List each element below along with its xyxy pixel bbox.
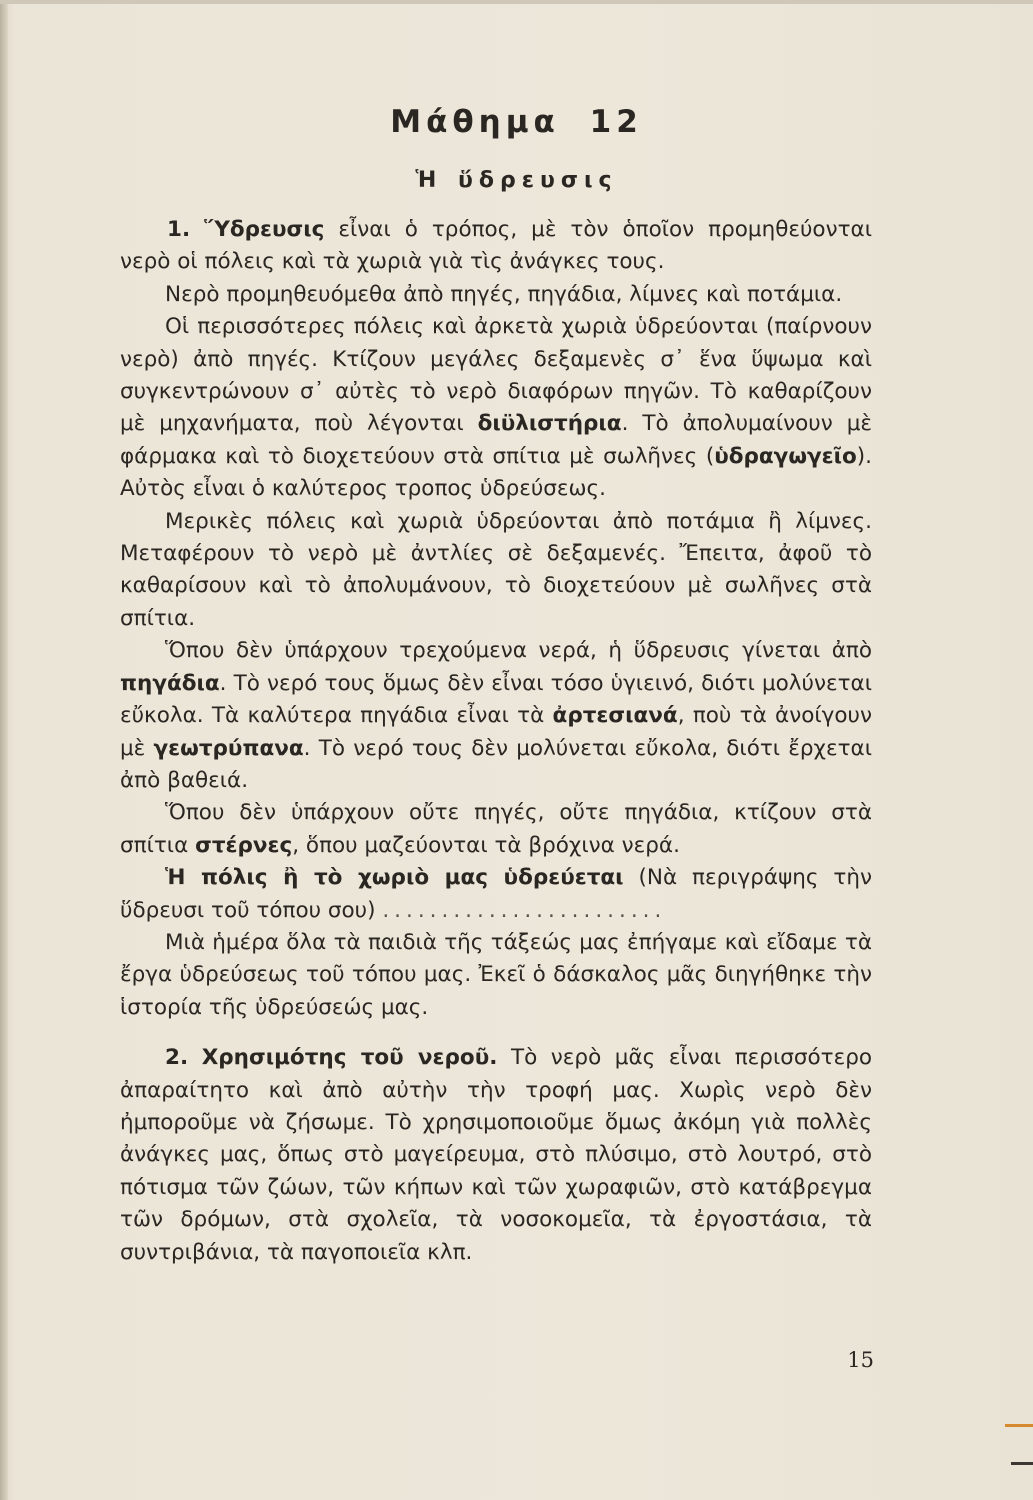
paragraph-cisterns: [120, 797, 872, 862]
paragraph-sources: Νερὸ προμηθευόμεθα ἀπὸ πηγές, πηγάδια, λίμνες καὶ ποτάμια.: [165, 281, 843, 307]
springs-text-3: ). Αὐτὸς εἶναι ὁ καλύτερος τροπος ὑδρεύσεως.: [120, 443, 872, 502]
binding-edge: [0, 0, 8, 1500]
section-title-word: ὕδρευσις: [458, 168, 618, 193]
section-1-number: 1.: [167, 217, 191, 242]
paragraph-wells: [120, 635, 872, 797]
term-aqueduct: ὑδραγωγεῖο: [714, 443, 857, 469]
page-top-edge: [0, 0, 1033, 4]
edge-mark-orange: [1005, 1424, 1033, 1427]
usefulness-text: Τὸ νερὸ μᾶς εἶναι περισσότερο ἀπαραίτητο καὶ ἀπὸ αὐτὴν τὴν τροφή μας. Χωρὶς νερὸ δὲν ἠμποροῦμε νὰ ζήσωμε. Τὸ χρησιμοποιοῦμε ὅμως ἀκόμη γιὰ πολλὲς ἀνάγκες μας, ὅπως στὸ μαγείρευμα, στὸ πλύσιμο, στὸ λουτρό, στὸ πότισμα τῶν ζώων, τῶν κήπων καὶ τῶν χωραφιῶν, στὸ κατάβρεγμα τῶν δρόμων, στὰ σχολεῖα, τὰ νοσοκομεῖα, τὰ ἐργοστάσια, τὰ συντριβάνια, τὰ παγοποιεῖα κλπ.: [120, 1045, 872, 1265]
paragraph-definition: [120, 214, 872, 279]
wells-text-1: Ὅπου δὲν ὑπάρχουν τρεχούμενα νερά, ἡ ὕδρευσις γίνεται ἀπὸ: [165, 638, 872, 664]
term-artesian: ἀρτεσιανά: [552, 703, 678, 729]
term-ydreusis: Ὕδρευσις: [204, 217, 325, 242]
section-2-number: 2.: [165, 1045, 189, 1071]
definition-text: εἶναι ὁ τρόπος, μὲ τὸν ὁποῖον προμηθεύονται νερὸ οἱ πόλεις καὶ τὰ χωριὰ γιὰ τὶς ἀνάγκες τους.: [120, 217, 872, 275]
section-2-heading: Χρησιμότης τοῦ νεροῦ.: [201, 1045, 498, 1071]
wells-text-2: . Τὸ νερό τους ὅμως δὲν εἶναι τόσο ὑγιεινό, διότι μολύνεται εὔκολα. Τὰ καλύτερα πηγάδια εἶναι τὰ: [120, 670, 872, 729]
term-cisterns: στέρνες: [195, 832, 293, 858]
cisterns-text-1: Ὅπου δὲν ὑπάρχουν οὔτε πηγές, οὔτε πηγάδια, κτίζουν στὰ σπίτια: [120, 800, 872, 858]
wells-text-4: . Τὸ νερό τους δὲν μολύνεται εὔκολα, διότι ἔρχεται ἀπὸ βαθειά.: [120, 735, 872, 793]
section-title: [0, 168, 1033, 193]
wells-text-3: , ποὺ τὰ ἀνοίγουν μὲ: [120, 703, 872, 761]
springs-text-2: . Τὸ ἀπολυμαίνουν μὲ φάρμακα καὶ τὸ διοχετεύουν στὰ σπίτια μὲ σωλῆνες (: [120, 411, 872, 469]
cisterns-text-2: , ὅπου μαζεύονται τὰ βρόχινα νερά.: [292, 832, 680, 858]
paragraph-springs: [120, 311, 872, 505]
paragraph-rivers: Μερικὲς πόλεις καὶ χωριὰ ὑδρεύονται ἀπὸ ποτάμια ἢ λίμνες. Μεταφέρουν τὸ νερὸ μὲ ἀντλίες σὲ δεξαμενές. Ἔπειτα, ἀφοῦ τὸ καθαρίσουν καὶ τὸ ἀπολυμάνουν, τὸ διοχετεύουν μὲ σωλῆνες στὰ σπίτια.: [120, 508, 872, 631]
lesson-title: Μάθημα 12: [390, 104, 643, 140]
exercise-heading: Ἡ πόλις ἢ τὸ χωριὸ μας ὑδρεύεται: [165, 865, 624, 891]
lesson-body: [120, 214, 872, 1269]
term-filters: διϋλιστήρια: [477, 411, 622, 437]
exercise-instruction: (Νὰ περιγράψης τὴν ὕδρευσι τοῦ τόπου σου): [120, 865, 872, 923]
edge-mark-dark: [1011, 1462, 1033, 1465]
paragraph-visit: Μιὰ ἡμέρα ὅλα τὰ παιδιὰ τῆς τάξεώς μας ἐπήγαμε καὶ εἴδαμε τὰ ἔργα ὑδρεύσεως τοῦ τόπου μας. Ἐκεῖ ὁ δάσκαλος μᾶς διηγήθηκε τὴν ἱστορία τῆς ὑδρεύσεώς μας.: [120, 929, 872, 1020]
exercise-fill-dots: ........................: [382, 897, 667, 923]
term-wells: πηγάδια: [120, 670, 220, 696]
springs-text-1: Οἱ περισσότερες πόλεις καὶ ἀρκετὰ χωριὰ ὑδρεύονται (παίρνουν νερὸ) ἀπὸ πηγές. Κτίζουν μεγάλες δεξαμενὲς σ᾿ ἕνα ὕψωμα καὶ συγκεντρώνουν σ᾿ αὐτὲς τὸ νερὸ διαφόρων πηγῶν. Τὸ καθαρίζουν μὲ μηχανήματα, ποὺ λέγονται: [120, 314, 872, 437]
paragraph-usefulness: [120, 1042, 872, 1269]
section-title-article: Ἡ: [415, 168, 445, 193]
page-number: 15: [847, 1348, 874, 1372]
term-drills: γεωτρύπανα: [153, 735, 304, 761]
paragraph-exercise: [120, 862, 872, 927]
